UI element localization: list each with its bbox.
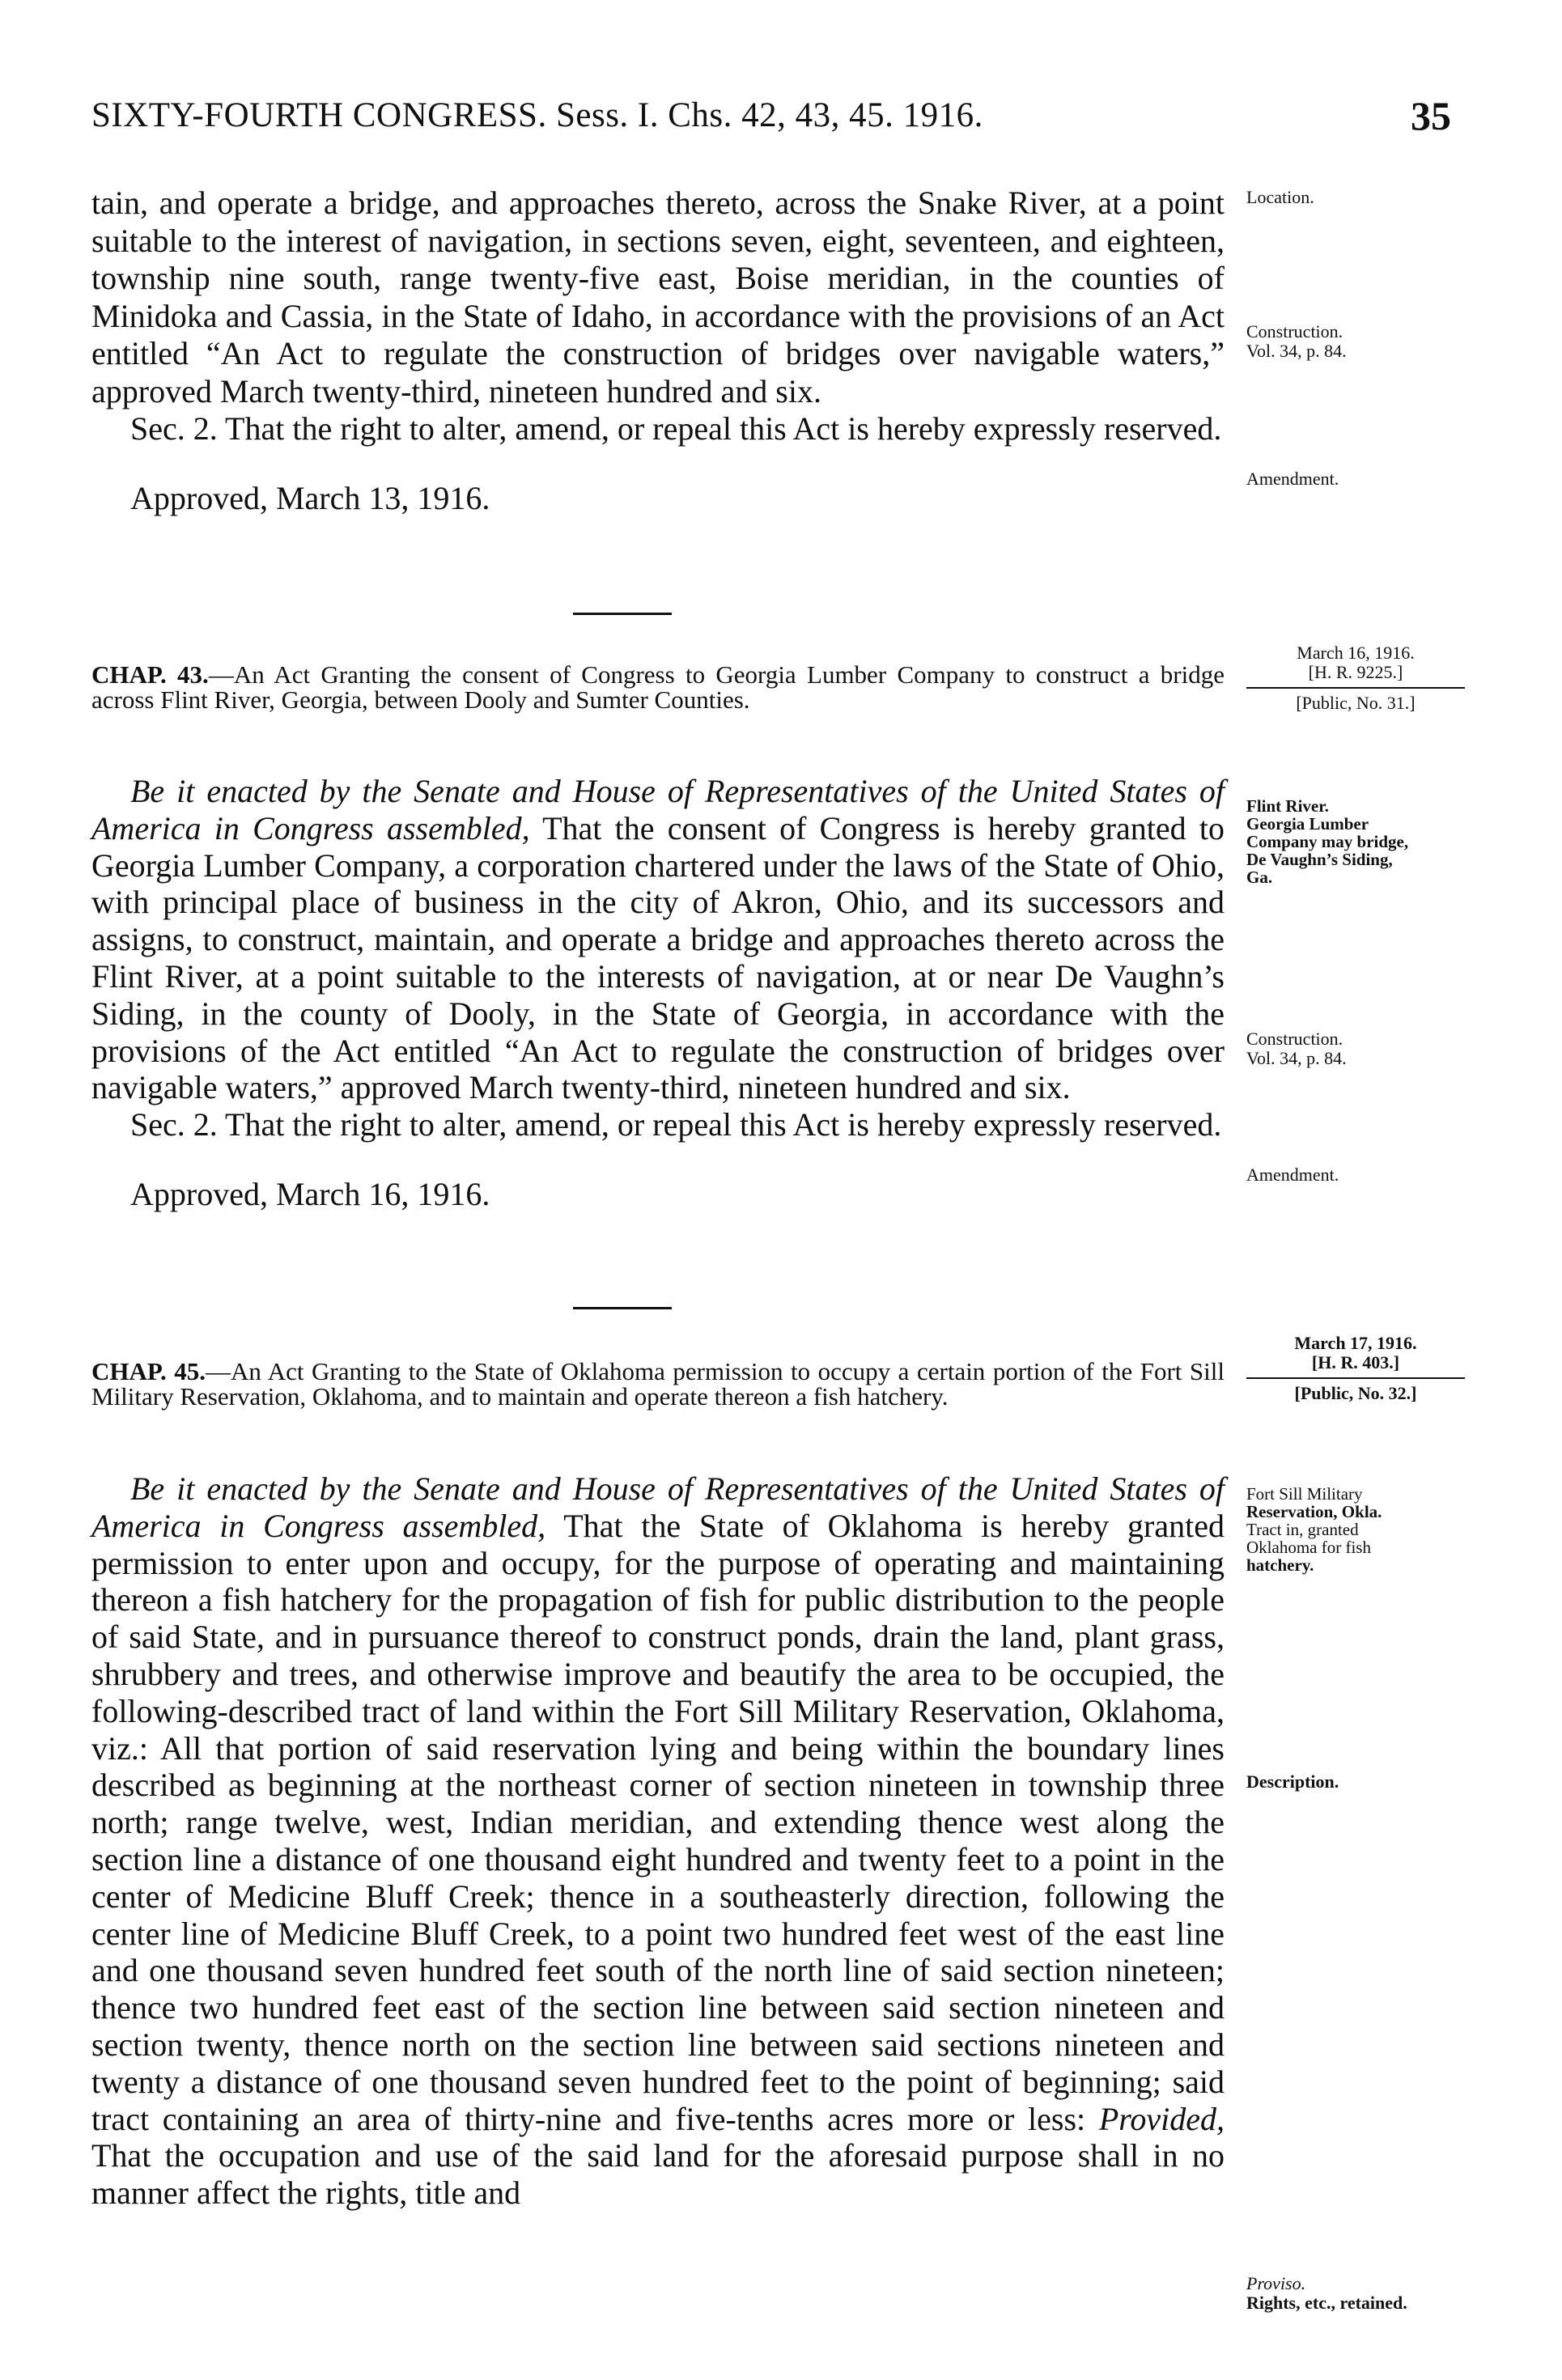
ch43-margin-dates (1246, 643, 1465, 713)
ch42-approved: Approved, March 13, 1916. (130, 479, 490, 516)
margin-description: Description. (1246, 1771, 1339, 1792)
margin-construction-ref: Vol. 34, p. 84. (1246, 341, 1347, 361)
margin-construction: Construction. (1246, 321, 1343, 342)
ch42-margin-construction (1246, 322, 1477, 361)
ch43-margin-flint (1246, 797, 1477, 886)
margin-company3: De Vaughn’s Siding, (1246, 850, 1393, 869)
ch45-provided: Provided, (1098, 2100, 1225, 2137)
margin-flint: Flint River. (1246, 796, 1329, 816)
ch43-body: That the consent of Congress is hereby granted to Georgia Lumber Company, a corporation chartered under the laws of the State of Ohio, with principal place of business in the city of Akron, Ohio, and its successors and assigns, to construct, maintain, and operate a bridge and approaches thereto across the Flint River, at a point suitable to the interests of navigation, at or near De Vaughn’s Siding, in the county of Dooly, in the State of Georgia, in accordance with the provisions of the Act entitled “An Act to regulate the construction of bridges over navigable waters,” approved March twenty-third, nineteen hundred and six. (91, 809, 1225, 1106)
ch45-heading (91, 1357, 1225, 1411)
margin-rights: Rights, etc., retained. (1246, 2293, 1407, 2313)
margin-construction-ref-43: Vol. 34, p. 84. (1246, 1048, 1347, 1068)
ch43-bill: [H. R. 9225.] (1308, 662, 1403, 682)
ch43-heading (91, 660, 1225, 714)
ch45-label: CHAP. 45. (91, 1357, 206, 1385)
ch45-margin-description (1246, 1772, 1477, 1792)
ch45-margin-rule (1246, 1377, 1465, 1379)
ch43-enacting (91, 773, 1225, 1106)
running-head: SIXTY-FOURTH CONGRESS. Sess. I. Chs. 42, 43, 45. 1916. (91, 96, 983, 134)
ch43-enacting-clause: Be it enacted by the Senate and House of Representatives of the United States of America in Congress assembled, (91, 773, 1225, 846)
ch42-margin-location (1246, 188, 1477, 207)
margin-company2: Company may bridge, (1246, 832, 1409, 851)
ch42-sec2: Sec. 2. That the right to alter, amend, or repeal this Act is hereby expressly reserved. (130, 410, 1222, 447)
ch45-enacting-clause: Be it enacted by the Senate and House of Representatives of the United States of America in Congress assembled, (91, 1470, 1225, 1544)
margin-construction-43: Construction. (1246, 1029, 1343, 1049)
ch43-approved: Approved, March 16, 1916. (130, 1175, 490, 1212)
margin-fort: Fort Sill Military (1246, 1484, 1363, 1504)
margin-tract2: Oklahoma for fish (1246, 1538, 1371, 1557)
section-divider (573, 613, 672, 615)
ch43-sec2: Sec. 2. That the right to alter, amend, or repeal this Act is hereby expressly reserved. (130, 1106, 1222, 1143)
ch45-margin-proviso (1246, 2274, 1477, 2313)
ch45-text-block (91, 1470, 1225, 2212)
ch43-label: CHAP. 43. (91, 660, 209, 689)
margin-company: Georgia Lumber (1246, 814, 1369, 834)
ch45-margin-fort (1246, 1485, 1477, 1574)
ch43-date: March 16, 1916. (1297, 643, 1415, 663)
ch45-body: That the State of Oklahoma is hereby granted permission to enter upon and occupy, for the purpose of operating and maintaining thereon a fish hatchery for the propagation of fish for public distribution to the people of said State, and in pursuance thereof to construct ponds, drain the land, plant grass, shrubbery and trees, and otherwise improve and beautify the area to be occupied, the following-described tract of land within the Fort Sill Military Reservation, Oklahoma, viz.: All that portion of said reservation lying and being within the boundary lines described as beginning at the northeast corner of section nineteen in township three north; range twelve, west, Indian meridian, and extending thence west along the section line a distance of one thousand eight hundred and twenty feet to a point in the center of Medicine Bluff Creek; thence in a southeasterly direction, following the center line of Medicine Bluff Creek, to a point two hundred feet west of the east line and one thousand seven hundred feet south of the north line of said section nineteen; thence two hundred feet east of the section line between said section nineteen and section twenty, thence north on the section line between said sections nineteen and twenty a distance of one thousand seven hundred feet to the point of beginning; said tract containing an area of thirty-nine and five-tenths acres more or less: (91, 1507, 1225, 2137)
margin-amendment: Amendment. (1246, 469, 1339, 489)
margin-proviso: Proviso. (1246, 2273, 1306, 2293)
ch43-public: [Public, No. 31.] (1296, 693, 1416, 713)
ch45-public: [Public, No. 32.] (1294, 1383, 1417, 1403)
page-header (91, 95, 1451, 144)
section-divider-2 (573, 1307, 672, 1309)
margin-company4: Ga. (1246, 868, 1273, 887)
margin-tract3: hatchery. (1246, 1555, 1314, 1575)
margin-location: Location. (1246, 187, 1314, 207)
margin-tract: Tract in, granted (1246, 1520, 1359, 1539)
ch42-body: tain, and operate a bridge, and approaches thereto, across the Snake River, at a point suitable to the interest of navigation, in sections seven, eight, seventeen, and eighteen, township nine south, range twenty-five east, Boise meridian, in the counties of Minidoka and Cassia, in the State of Idaho, in accordance with the provisions of an Act entitled “An Act to regulate the construction of bridges over navigable waters,” approved March twenty-third, nineteen hundred and six. (91, 185, 1225, 409)
ch45-enacting (91, 1470, 1225, 2212)
ch45-bill: [H. R. 403.] (1311, 1352, 1400, 1372)
ch42-margin-amendment (1246, 469, 1477, 489)
page-number: 35 (1411, 93, 1451, 138)
ch43-margin-construction (1246, 1029, 1477, 1068)
ch45-body-end: That the occupation and use of the said land for the aforesaid purpose shall in no manner affect the rights, title and (91, 2137, 1225, 2212)
ch45-margin-dates (1246, 1334, 1465, 1403)
margin-amendment-43: Amendment. (1246, 1165, 1339, 1185)
ch43-text-block (91, 773, 1225, 1245)
ch43-margin-amendment (1246, 1165, 1477, 1185)
margin-fort2: Reservation, Okla. (1246, 1502, 1382, 1521)
ch42-text-block (91, 185, 1225, 549)
ch43-description: —An Act Granting the consent of Congress to Georgia Lumber Company to construct a bridge across Flint River, Georgia, between Dooly and Sumter Counties. (91, 660, 1225, 714)
ch43-margin-rule (1246, 687, 1465, 689)
ch45-date: March 17, 1916. (1294, 1333, 1417, 1353)
ch45-description: —An Act Granting to the State of Oklahoma permission to occupy a certain portion of the Fort Sill Military Reservation, Oklahoma, and to maintain and operate thereon a fish hatchery. (91, 1357, 1225, 1411)
